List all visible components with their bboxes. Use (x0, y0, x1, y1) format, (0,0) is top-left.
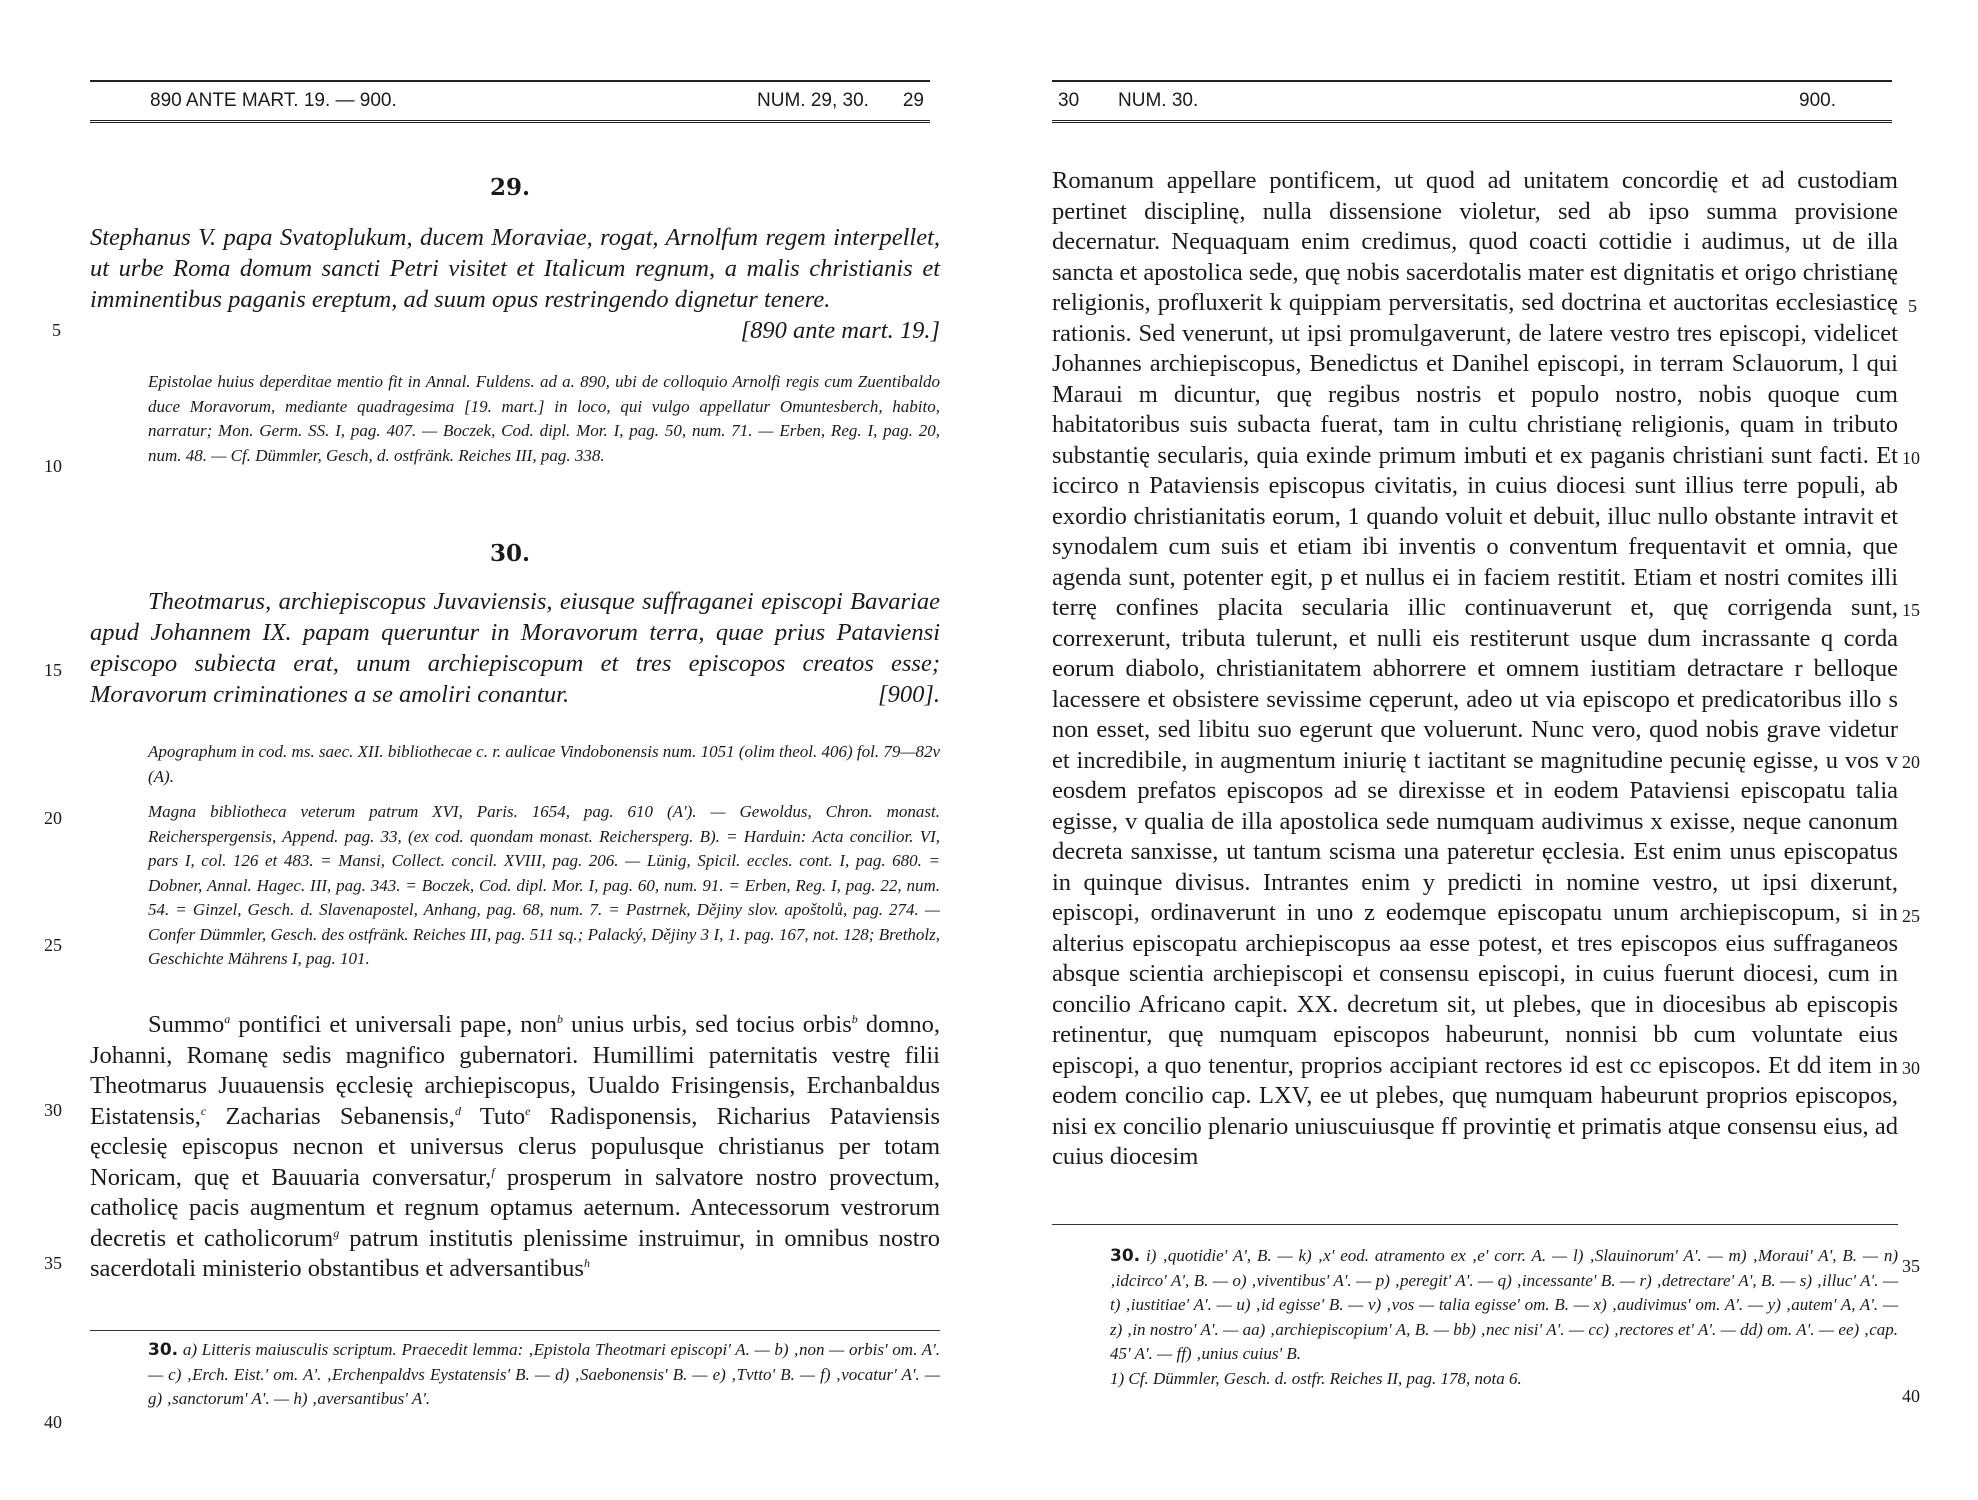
regest-29-text: Stephanus V. papa Svatoplukum, ducem Moraviae, rogat, Arnolfum regem interpellet, ut urbe Roma domum sancti Petri visitet et Italicum regnum, a malis christianis et imminentibus paganis ereptum, ad suum opus restringendo dignetur tenere. (90, 224, 940, 313)
note-30-manuscript: Apographum in cod. ms. saec. XII. bibliothecae c. r. aulicae Vindobonensis num. 1051 (olim theol. 406) fol. 79—82v (A). (148, 742, 940, 786)
line-number: 25 (44, 935, 62, 955)
letter-paragraph: Romanum appellare pontificem, ut quod ad unitatem concordię et ad custodiam pertinet disciplinę, nulla dissensione violetur, sed ab ipso summa provisione decernatur. Nequaquam enim credimus, quod coacti cottidie i audimus, ut de illa sancta et apostolica sede, quę nobis sacerdotalis mater est dignitatis et origo christianę religionis, profluxerit k quippiam perversitatis, sed doctrina et auctoritas ecclesiasticę rationis. Sed venerunt, ut ipsi promulgaverunt, de latere vestro tres episcopi, videlicet Johannes archiepiscopus, Benedictus et Danihel episcopi, in terram Sclauorum, l qui Maraui m dicuntur, quę regibus nostris et populo nostro, nobis quoque cum habitatoribus suis subacta fuerat, tam in cultu christianę religionis, quam in tributo substantię secularis, quia exinde primum imbuti et ex paganis christiani sunt facti. Et iccirco n Pataviensis episcopus civitatis, in cuius diocesi sunt illius terre populi, ab exordio christianitatis eorum, 1 quando voluit et debuit, illuc nullo obstante intravit et synodalem cum suis et etiam ibi inventis o conventum frequentavit et omnia, que agenda sunt, potenter egit, p et nullus ei in faciem restitit. Etiam et nostri comites illi terrę confines placita secularia illic continuaverunt et, quę corrigenda sunt, correxerunt, tributa tulerunt, et nulli eis restiterunt usque dum incrassante q corda eorum diabolo, christianitatem abhorrere et omnem iustitiam detractare r belloque lacessere et obsistere sevissime cęperunt, adeo ut via episcopo et predicatoribus illo s non esset, sed libitu suo egerunt que voluerunt. Nunc vero, quod nobis grave videtur et incredibile, in augmentum iniurię t iactitant se magnitudine pecunię egisse, u vos v eosdem prefatos episcopos ad se direxisse et in eodem Pataviensi episcopatu talia egisse, v qualia de illa apostolica sede numquam audivimus x exisse, neque canonum decreta sanxisse, ut tantum scisma una pateretur ęcclesia. Est enim unus episcopatus in quinque divisus. Intrantes enim y predicti in nomine vestro, ut ipsi dixerunt, episcopi, ordinaverunt in uno z eodemque episcopatu unum archiepiscopum, si in alterius episcopatu archiepiscopus aa esse potest, et tres episcopos eius suffraganeos absque scientia archiepiscopi et consensu episcopi, in cuius fuerunt diocesi, cum in concilio Africano capit. XX. decretum sit, ut plebes, que in diocesibus ab episcopis retinentur, quę numquam episcopos habeurunt, nonnisi bb cum voluntate eius episcopi, a quo tenentur, proprios accipiant rectores id est cc episcopos. Et dd item in eodem concilio cap. LXV, ee ut plebes, quę numquam habeurunt proprios episcopos, nisi ex concilio plenario uniuscuiusque ff provintię et primatis atque consensu eius, ad cuius diocesim (1052, 167, 1898, 1170)
regest-30-date: [900]. (878, 681, 940, 708)
document-number-30: 30. (490, 540, 531, 567)
line-number: 30 (1902, 1058, 1920, 1078)
regest-30-text: Theotmarus, archiepiscopus Juvaviensis, eiusque suffraganei episcopi Bavariae apud Johannem IX. papam queruntur in Moravorum terra, quae prius Pataviensi episcopo subiecta erat, unum archiepiscopum et tres episcopos creatos esse; Moravorum criminationes a se amoliri conantur. (90, 588, 940, 708)
footnotes-left (148, 1338, 940, 1412)
running-header (90, 80, 930, 123)
line-number: 20 (1902, 752, 1920, 772)
header-page-number: 30 (1058, 90, 1080, 111)
regest-29 (90, 222, 940, 346)
line-number: 35 (1902, 1256, 1920, 1276)
footnote-text: i) ‚quotidie' A', B. — k) ‚x' eod. atramento ex ‚e' corr. A. — l) ‚Slauinorum' A'. — m) ‚Moraui' A', B. — n) ‚idcirco' A', B. — o) ‚viventibus' A'. — p) ‚peregit' A'. — q) ‚incessante' B. — r) ‚detrectare' A', B. — s) ‚illuc' A'. — t) ‚iustitiae' A'. — u) ‚id egisse' B. — v) ‚vos — talia egisse' om. B. — x) ‚audivimus' om. A'. — y) ‚autem' A, A'. — z) ‚in nostro' A'. — aa) ‚archiepiscopium' A, B. — bb) ‚nec nisi' A'. — cc) ‚rectores et' A'. — dd) om. A'. — ee) ‚cap. 45' A'. — ff) ‚unius cuius' B. (1110, 1246, 1898, 1363)
line-number: 20 (44, 808, 62, 828)
header-doc-number: NUM. 30. (1118, 90, 1199, 111)
regest-29-date: [890 ante mart. 19.] (740, 317, 940, 344)
letter-paragraph: Summo$^a$ pontifici et universali pape, non$^b$ unius urbis, sed tocius orbis$^b$ domno, Johanni, Romanę sedis magnifico gubernatori. Humillimi paternitatis vestrę filii Theotmarus Juuauensis ęcclesię archiepiscopus, Uualdo Frisingensis, Erchanbaldus Eistatensis,$^c$ Zacharias Sebanensis,$^d$ Tuto$^e$ Radisponensis, Richarius Pataviensis ęcclesię episcopus necnon et universus clerus populusque christianus per totam Noricam, quę et Bauuaria conversatur,$^f$ prosperum in salvatore nostro provectum, catholicę pacis augmentum et regnum optamus aeternum. Antecessorum vestrorum decretis et catholicorum$^g$ patrum institutis plenissime instruimur, in omnibus nostro sacerdotali ministerio obstantibus et adversantibus$^h$ (90, 1011, 941, 1282)
regest-30 (90, 586, 940, 710)
line-number: 25 (1902, 906, 1920, 926)
line-number: 30 (44, 1100, 62, 1120)
footnotes-right (1110, 1244, 1898, 1391)
footnote-text: a) Litteris maiusculis scriptum. Praecedit lemma: ‚Epistola Theotmari episcopi' A. — b) ‚non — orbis' om. A'. — c) ‚Erch. Eist.' om. A'. ‚Erchenpaldvs Eystatensis' B. — d) ‚Saebonensis' B. — e) ‚Tvtto' B. — f) ‚vocatur' A'. — g) ‚sanctorum' A'. — h) ‚aversantibus' A'. (148, 1340, 940, 1408)
footnote-doc-number: 30. (148, 1340, 179, 1360)
header-page-number: 29 (902, 90, 924, 111)
header-year: 900. (1799, 90, 1836, 111)
right-page (990, 0, 1978, 1500)
line-number: 15 (1902, 600, 1920, 620)
header-doc-numbers: NUM. 29, 30. (757, 90, 869, 111)
line-number: 5 (52, 320, 61, 340)
line-number: 40 (44, 1412, 62, 1432)
footnote-rule (1052, 1224, 1898, 1225)
line-number: 15 (44, 660, 62, 680)
note-30-editions: Magna bibliotheca veterum patrum XVI, Paris. 1654, pag. 610 (A'). — Gewoldus, Chron. monast. Reicherspergensis, Append. pag. 33, (ex cod. quondam monast. Reichersperg. B). = Harduin: Acta concilior. VI, pars I, col. 126 et 483. = Mansi, Collect. concil. XVIII, pag. 206. — Lünig, Spicil. eccles. cont. I, pag. 680. = Dobner, Annal. Hagec. III, pag. 343. = Boczek, Cod. dipl. Mor. I, pag. 60, num. 91. = Erben, Reg. I, pag. 22, num. 54. = Ginzel, Gesch. d. Slavenapostel, Anhang, pag. 68, num. 7. = Pastrnek, Dějiny slov. apoštolů, pag. 274. — Confer Dümmler, Gesch. des ostfränk. Reiches III, pag. 511 sq.; Palacký, Dějiny 3 I, 1. pag. 167, not. 128; Bretholz, Geschichte Mährens I, pag. 101. (148, 802, 940, 968)
line-number: 40 (1902, 1386, 1920, 1406)
line-number: 10 (1902, 448, 1920, 468)
header-date-range: 890 ANTE MART. 19. — 900. (150, 90, 397, 111)
footnote-reference-1: 1) Cf. Dümmler, Gesch. d. ostfr. Reiches II, pag. 178, nota 6. (1110, 1368, 1522, 1388)
letter-text-left (90, 1010, 940, 1285)
note-29: Epistolae huius deperditae mentio fit in Annal. Fuldens. ad a. 890, ubi de colloquio Arnolfi regis cum Zuentibaldo duce Moravorum, mediante quadragesima [19. mart.] in loco, qui vulgo appellatur Omuntesberch, habito, narratur; Mon. Germ. SS. I, pag. 407. — Boczek, Cod. dipl. Mor. I, pag. 50, num. 71. — Erben, Reg. I, pag. 20, num. 48. — Cf. Dümmler, Gesch, d. ostfränk. Reiches III, pag. 338. (148, 372, 940, 465)
document-number-29: 29. (490, 174, 531, 201)
line-number: 10 (44, 456, 62, 476)
line-number: 35 (44, 1253, 62, 1273)
running-header (1052, 80, 1892, 123)
letter-text-right (1052, 166, 1898, 1173)
footnote-rule (90, 1330, 940, 1331)
footnote-doc-number: 30. (1110, 1246, 1141, 1266)
line-number: 5 (1908, 296, 1917, 316)
